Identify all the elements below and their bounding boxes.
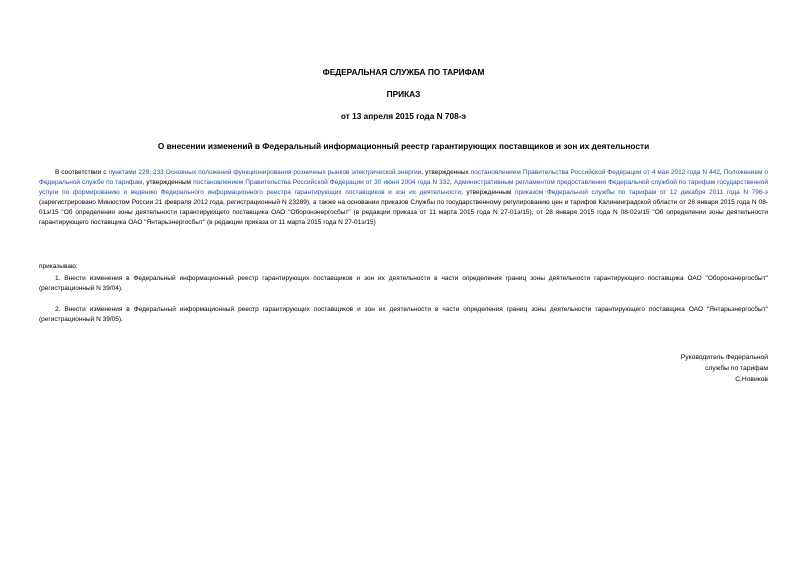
signature-position: Руководитель Федеральной	[680, 354, 768, 361]
preamble-text: , утвержденным	[142, 179, 194, 186]
preamble-text: ,	[450, 179, 454, 186]
order-item-2	[39, 305, 768, 325]
signature-name: С.Новиков	[735, 376, 768, 383]
preamble-text: В соответствии с	[55, 169, 109, 176]
preamble-text: ,	[149, 169, 153, 176]
preamble-text: ,	[719, 169, 724, 176]
doc-type-title: ПРИКАЗ	[386, 89, 421, 99]
preamble-text: , утвержденных	[421, 169, 471, 176]
doc-date-number: от 13 апреля 2015 года N 708-э	[340, 111, 467, 121]
link-basic-provisions[interactable]: 233 Основных положений функционирования розничных рынков электрической энергии	[152, 169, 422, 176]
link-admin-regulation[interactable]: Административным регламентом предоставления Федеральной службой по тарифам государственной услуги по формированию и ведению Федерального информационного реестра гарантирующих поставщиков и зон их деятельности	[39, 179, 768, 196]
link-order-796[interactable]: приказом Федеральной службы по тарифам от 12 декабря 2011 года N 796-э	[514, 189, 768, 196]
link-resolution-442[interactable]: постановлением Правительства Российской Федерации от 4 мая 2012 года N 442	[470, 169, 720, 176]
link-point-229[interactable]: пунктами 229	[108, 169, 150, 176]
agency-title: ФЕДЕРАЛЬНАЯ СЛУЖБА ПО ТАРИФАМ	[322, 67, 485, 77]
preamble-paragraph	[39, 168, 768, 228]
preamble-text: , утвержденным	[461, 189, 515, 196]
signature-agency: службы по тарифам	[705, 365, 768, 372]
link-fst-regulation[interactable]: Положением о Федеральной службе по тарифам	[39, 169, 768, 186]
doc-subject: О внесении изменений в Федеральный информационный реестр гарантирующих поставщиков и зон их деятельности	[157, 141, 650, 151]
order-word: приказываю:	[39, 263, 78, 270]
order-item-1	[39, 274, 768, 294]
order-item-text: 1. Внести изменения в Федеральный информационный реестр гарантирующих поставщиков и зон их деятельности в части определения границ зоны деятельности гарантирующего поставщика ОАО "Оборонэнергосбыт" (регистрационный N 39/04).	[39, 275, 768, 292]
preamble-text: (зарегистрировано Минюстом России 21 февраля 2012 года, регистрационный N 23289), а также на основании приказов Службы по государственному регулированию цен и тарифов Калининградской области от 28 января 2015 года N 08-01э/15 "Об определении зоны деятельности гарантирующего поставщика ОАО "Оборонэнергосбыт" (в редакции приказа от 11 марта 2015 года N 27-01э/15), от 28 января 2015 года N 08-02э/15 "Об определении зоны деятельности гарантирующего поставщика ОАО "Янтарьэнергосбыт" (в редакции приказа от 11 марта 2015 года N 27-01э/15)	[39, 199, 768, 226]
order-item-text: 2. Внести изменения в Федеральный информационный реестр гарантирующих поставщиков и зон их деятельности в части определения границ зоны деятельности гарантирующего поставщика ОАО "Янтарьэнергосбыт" (регистрационный N 39/05).	[39, 306, 768, 323]
link-resolution-332[interactable]: постановлением Правительства Российской Федерации от 30 июня 2004 года N 332	[193, 179, 451, 186]
signature-block	[681, 352, 768, 385]
